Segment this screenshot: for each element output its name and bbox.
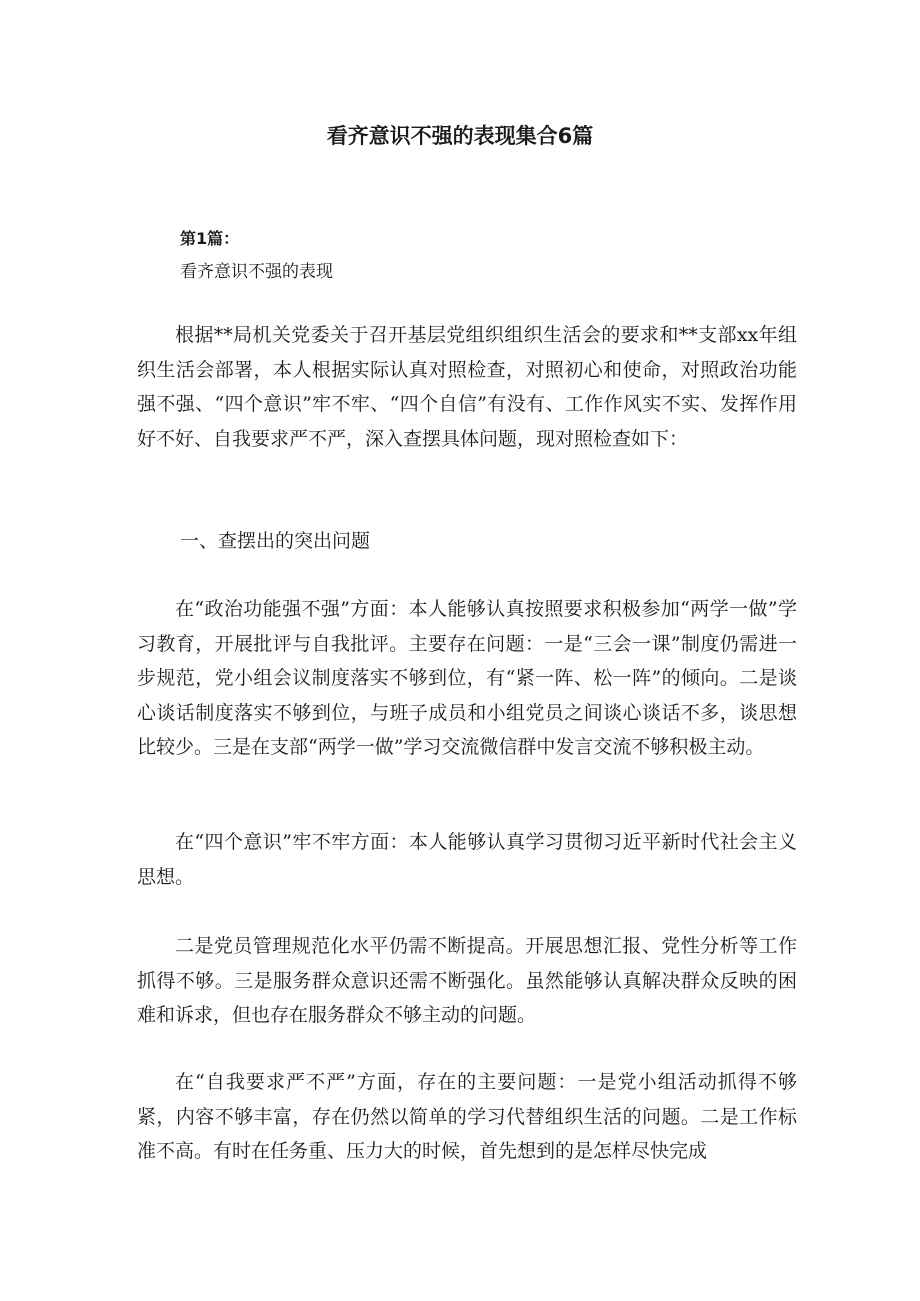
paragraph-party-management: 二是党员管理规范化水平仍需不断提高。开展思想汇报、党性分析等工作抓得不够。三是服务群众意识还需不断强化。虽然能够认真解决群众反映的困难和诉求，但也存在服务群众不够主动的问题。 <box>137 935 797 1026</box>
document-title: 看齐意识不强的表现集合6篇 <box>326 124 594 148</box>
section-heading: 一、查摆出的突出问题 <box>180 530 371 552</box>
section-label: 第1篇： <box>180 229 240 248</box>
paragraph-intro: 根据**局机关党委关于召开基层党组织组织生活会的要求和**支部xx年组织生活会部署，本人根据实际认真对照检查，对照初心和使命，对照政治功能强不强、“四个意识”牢不牢、“四个自信”有没有、工作作风实不实、发挥作用好不好、自我要求严不严，深入查摆具体问题，现对照检查如下： <box>137 324 797 450</box>
section-title: 看齐意识不强的表现 <box>180 262 333 282</box>
paragraph-four-consciousness: 在“四个意识”牢不牢方面：本人能够认真学习贯彻习近平新时代社会主义思想。 <box>137 831 797 888</box>
paragraph-political-function: 在“政治功能强不强”方面：本人能够认真按照要求积极参加“两学一做”学习教育，开展批评与自我批评。主要存在问题：一是“三会一课”制度仍需进一步规范，党小组会议制度落实不够到位，有“紧一阵、松一阵”的倾向。二是谈心谈话制度落实不够到位，与班子成员和小组党员之间谈心谈话不多，谈思想比较少。三是在支部“两学一做”学习交流微信群中发言交流不够积极主动。 <box>137 598 797 758</box>
paragraph-self-discipline: 在“自我要求严不严”方面，存在的主要问题：一是党小组活动抓得不够紧，内容不够丰富，存在仍然以简单的学习代替组织生活的问题。二是工作标准不高。有时在任务重、压力大的时候，首先想到的是怎样尽快完成 <box>137 1071 797 1162</box>
